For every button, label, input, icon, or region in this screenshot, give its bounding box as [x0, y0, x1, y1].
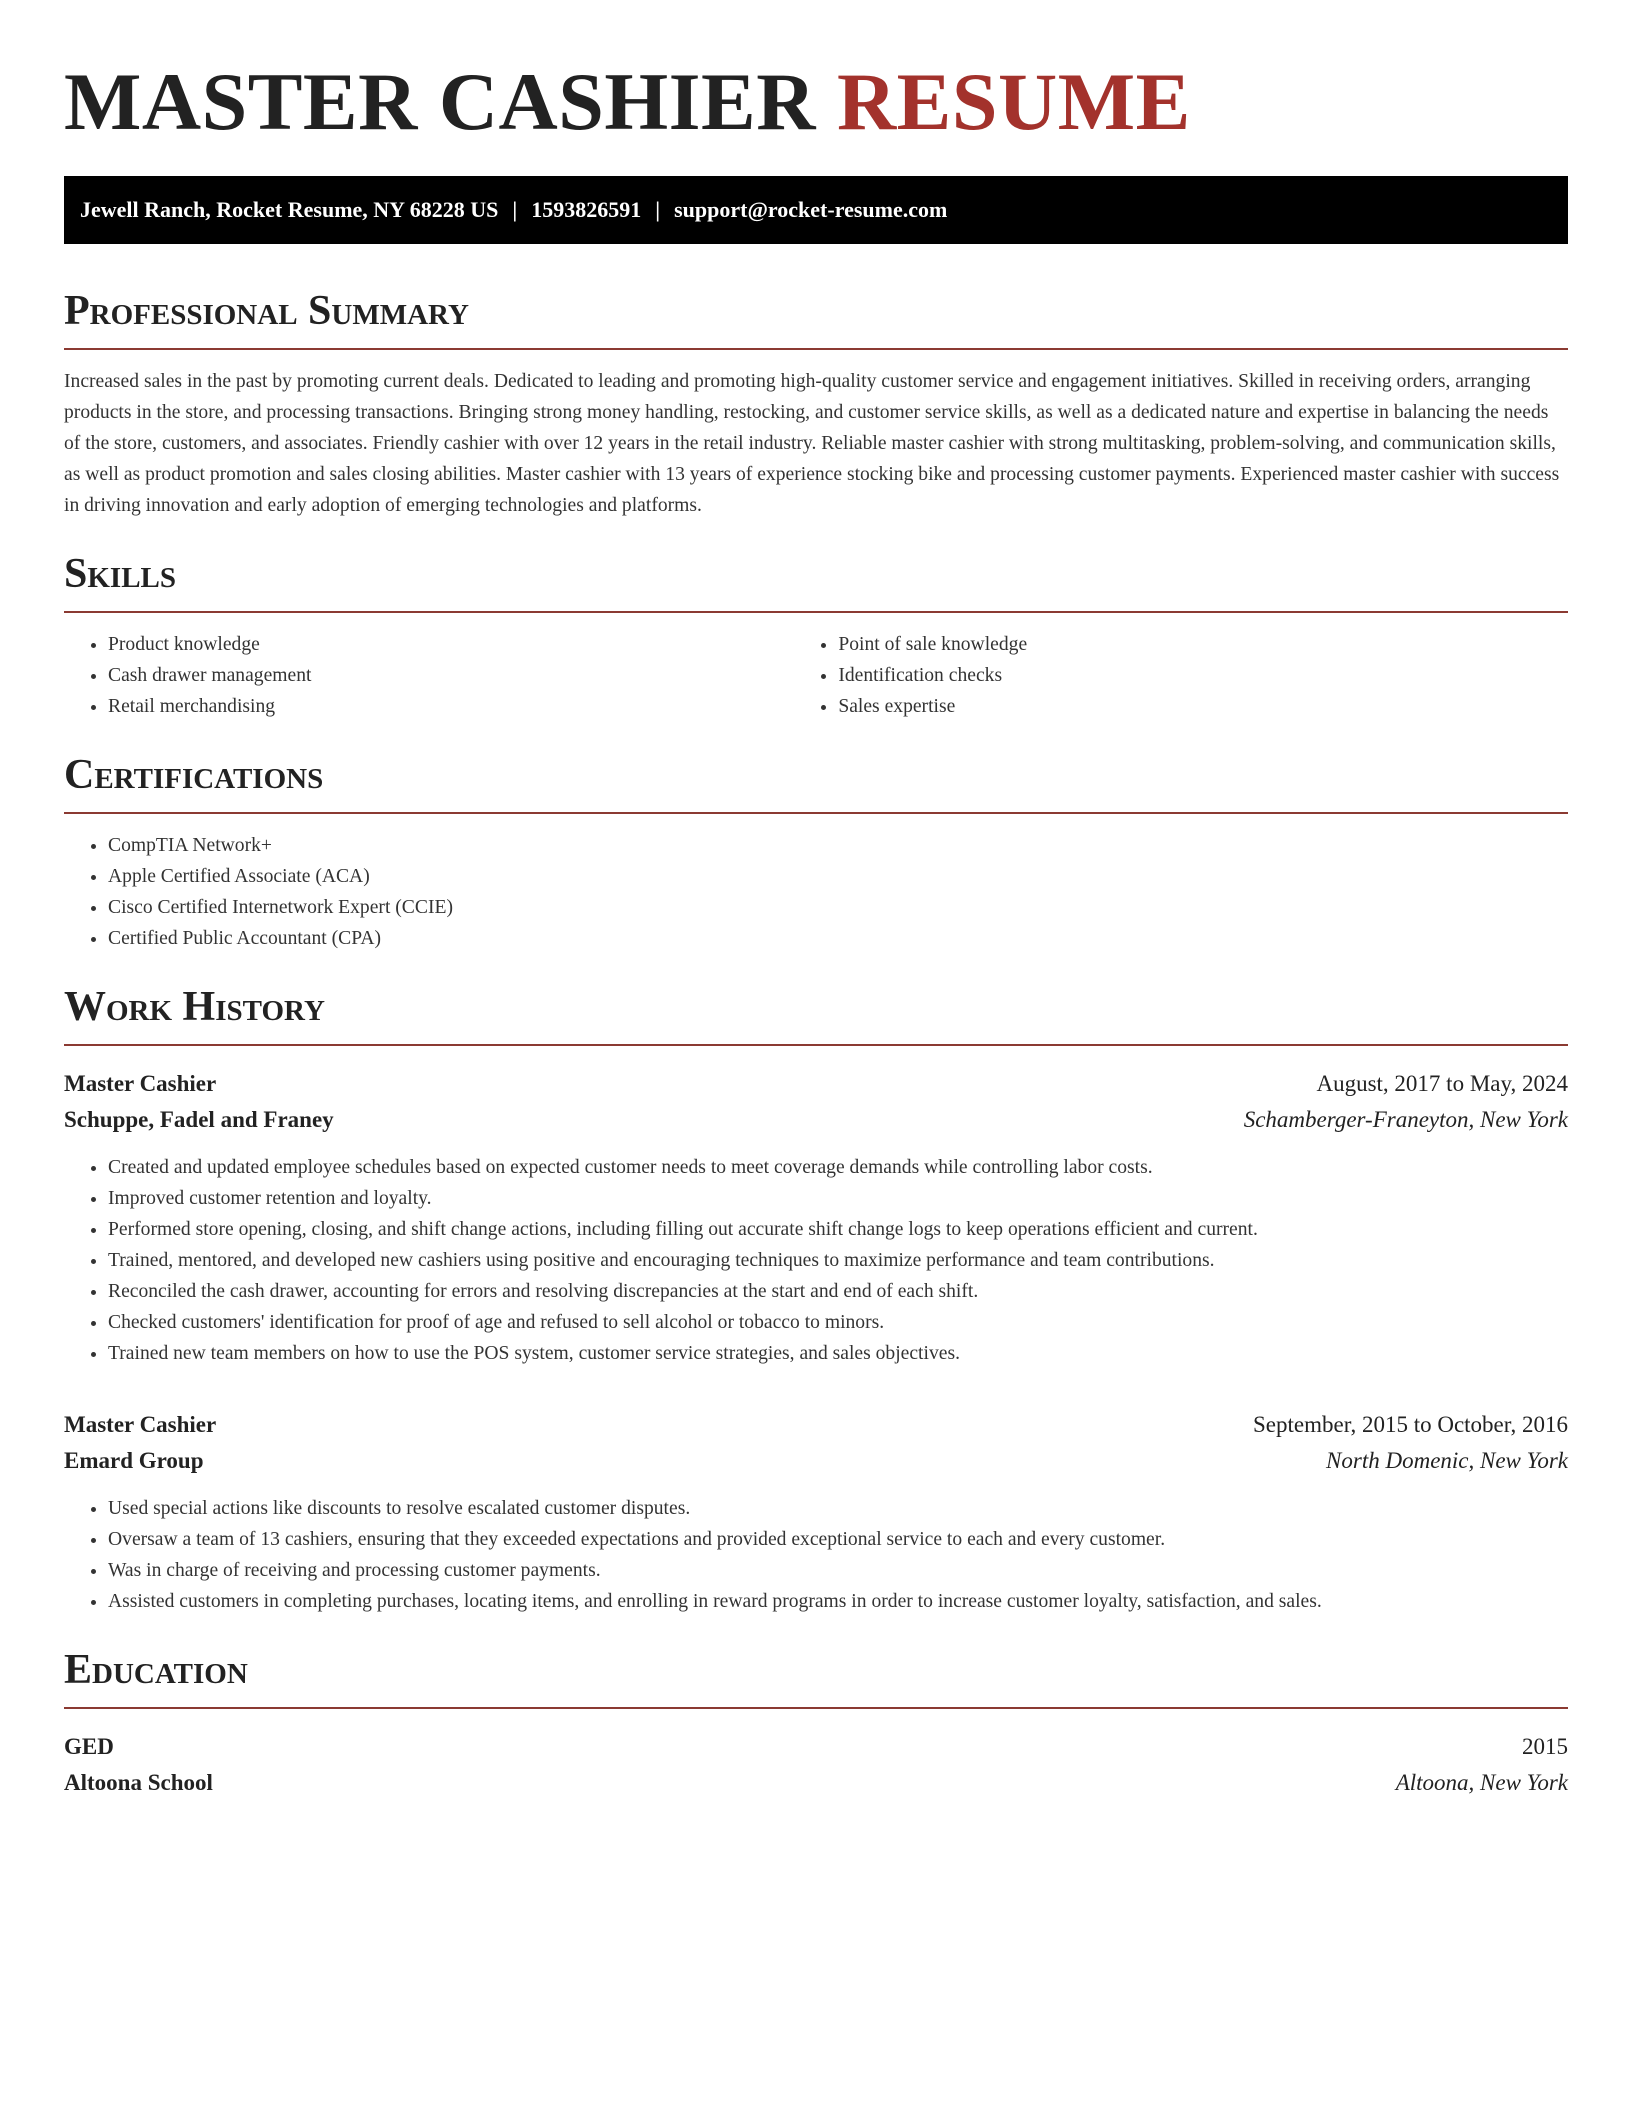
contact-separator: |: [512, 197, 518, 222]
resume-page: [64, 0, 1568, 1801]
education-year: 2015: [1522, 1734, 1568, 1759]
certifications-section: [64, 750, 1568, 954]
job-bullet: • Improved customer retention and loyalty.: [108, 1183, 1568, 1214]
skill-item: • Product knowledge: [108, 629, 794, 660]
job-bullet: • Used special actions like discounts to resolve escalated customer disputes.: [108, 1493, 1568, 1524]
job-bullet: • Assisted customers in completing purchases, locating items, and enrolling in reward programs in order to increase customer loyalty, satisfaction, and sales.: [108, 1586, 1568, 1617]
certifications-list: [64, 830, 1568, 954]
education-heading: Education: [64, 1645, 1568, 1709]
job-bullet: • Trained, mentored, and developed new cashiers using positive and encouraging techniques to maximize performance and team contributions.: [108, 1245, 1568, 1276]
education-section: [64, 1645, 1568, 1801]
job-bullets: [64, 1493, 1568, 1617]
skill-item: • Sales expertise: [838, 691, 1568, 722]
certifications-heading: Certifications: [64, 750, 1568, 814]
job-title-row: [64, 1066, 1568, 1102]
skill-item: • Cash drawer management: [108, 660, 794, 691]
title-accent: RESUME: [836, 56, 1191, 147]
contact-address: Jewell Ranch, Rocket Resume, NY 68228 US: [80, 197, 499, 222]
summary-heading: Professional Summary: [64, 286, 1568, 350]
title-main: MASTER CASHIER: [64, 56, 816, 147]
job-bullet: • Trained new team members on how to use the POS system, customer service strategies, and sales objectives.: [108, 1338, 1568, 1369]
job-company-row: [64, 1443, 1568, 1479]
resume-title: [64, 0, 1568, 148]
job-bullet: • Created and updated employee schedules based on expected customer needs to meet coverage demands while controlling labor costs.: [108, 1152, 1568, 1183]
education-school: Altoona School: [64, 1770, 213, 1795]
contact-bar: [64, 176, 1568, 244]
certification-item: • Apple Certified Associate (ACA): [108, 861, 1568, 892]
job-title: Master Cashier: [64, 1412, 217, 1437]
skills-grid: [64, 629, 1568, 722]
job-company-row: [64, 1102, 1568, 1138]
job-bullet: • Reconciled the cash drawer, accounting for errors and resolving discrepancies at the start and end of each shift.: [108, 1276, 1568, 1307]
certification-item: • Certified Public Accountant (CPA): [108, 923, 1568, 954]
job-entry: [64, 1066, 1568, 1369]
work-history-heading: Work History: [64, 982, 1568, 1046]
education-degree-row: [64, 1729, 1568, 1765]
contact-separator: |: [655, 197, 661, 222]
certification-item: • Cisco Certified Internetwork Expert (CCIE): [108, 892, 1568, 923]
contact-email: support@rocket-resume.com: [674, 197, 948, 222]
job-bullet: • Oversaw a team of 13 cashiers, ensuring that they exceeded expectations and provided exceptional service to each and every customer.: [108, 1524, 1568, 1555]
education-location: Altoona, New York: [1395, 1770, 1568, 1795]
summary-section: [64, 286, 1568, 521]
job-title: Master Cashier: [64, 1071, 217, 1096]
work-history-section: [64, 982, 1568, 1617]
job-dates: September, 2015 to October, 2016: [1253, 1412, 1568, 1437]
job-bullet: • Checked customers' identification for proof of age and refused to sell alcohol or tobacco to minors.: [108, 1307, 1568, 1338]
skill-item: • Point of sale knowledge: [838, 629, 1568, 660]
summary-text: Increased sales in the past by promoting current deals. Dedicated to leading and promoting high-quality customer service and engagement initiatives. Skilled in receiving orders, arranging products in the store, and processing transactions. Bringing strong money handling, restocking, and customer service skills, as well as a dedicated nature and expertise in balancing the needs of the store, customers, and associates. Friendly cashier with over 12 years in the retail industry. Reliable master cashier with strong multitasking, problem-solving, and communication skills, as well as product promotion and sales closing abilities. Master cashier with 13 years of experience stocking bike and processing customer payments. Experienced master cashier with success in driving innovation and early adoption of emerging technologies and platforms.: [64, 371, 1560, 516]
job-location: Schamberger-Franeyton, New York: [1243, 1107, 1568, 1132]
education-school-row: [64, 1765, 1568, 1801]
job-company: Emard Group: [64, 1448, 204, 1473]
skills-list-right: [794, 629, 1568, 722]
job-bullet: • Was in charge of receiving and processing customer payments.: [108, 1555, 1568, 1586]
job-company: Schuppe, Fadel and Franey: [64, 1107, 334, 1132]
job-entry: [64, 1407, 1568, 1617]
skills-section: [64, 549, 1568, 722]
job-location: North Domenic, New York: [1326, 1448, 1568, 1473]
certification-item: • CompTIA Network+: [108, 830, 1568, 861]
job-bullet: • Performed store opening, closing, and shift change actions, including filling out accurate shift change logs to keep operations efficient and current.: [108, 1214, 1568, 1245]
education-degree: GED: [64, 1734, 114, 1759]
skills-heading: Skills: [64, 549, 1568, 613]
job-dates: August, 2017 to May, 2024: [1316, 1071, 1568, 1096]
job-bullets: [64, 1152, 1568, 1369]
contact-phone: 1593826591: [531, 197, 642, 222]
skill-item: • Identification checks: [838, 660, 1568, 691]
skill-item: • Retail merchandising: [108, 691, 794, 722]
education-entry: [64, 1729, 1568, 1801]
skills-list-left: [64, 629, 794, 722]
job-title-row: [64, 1407, 1568, 1443]
